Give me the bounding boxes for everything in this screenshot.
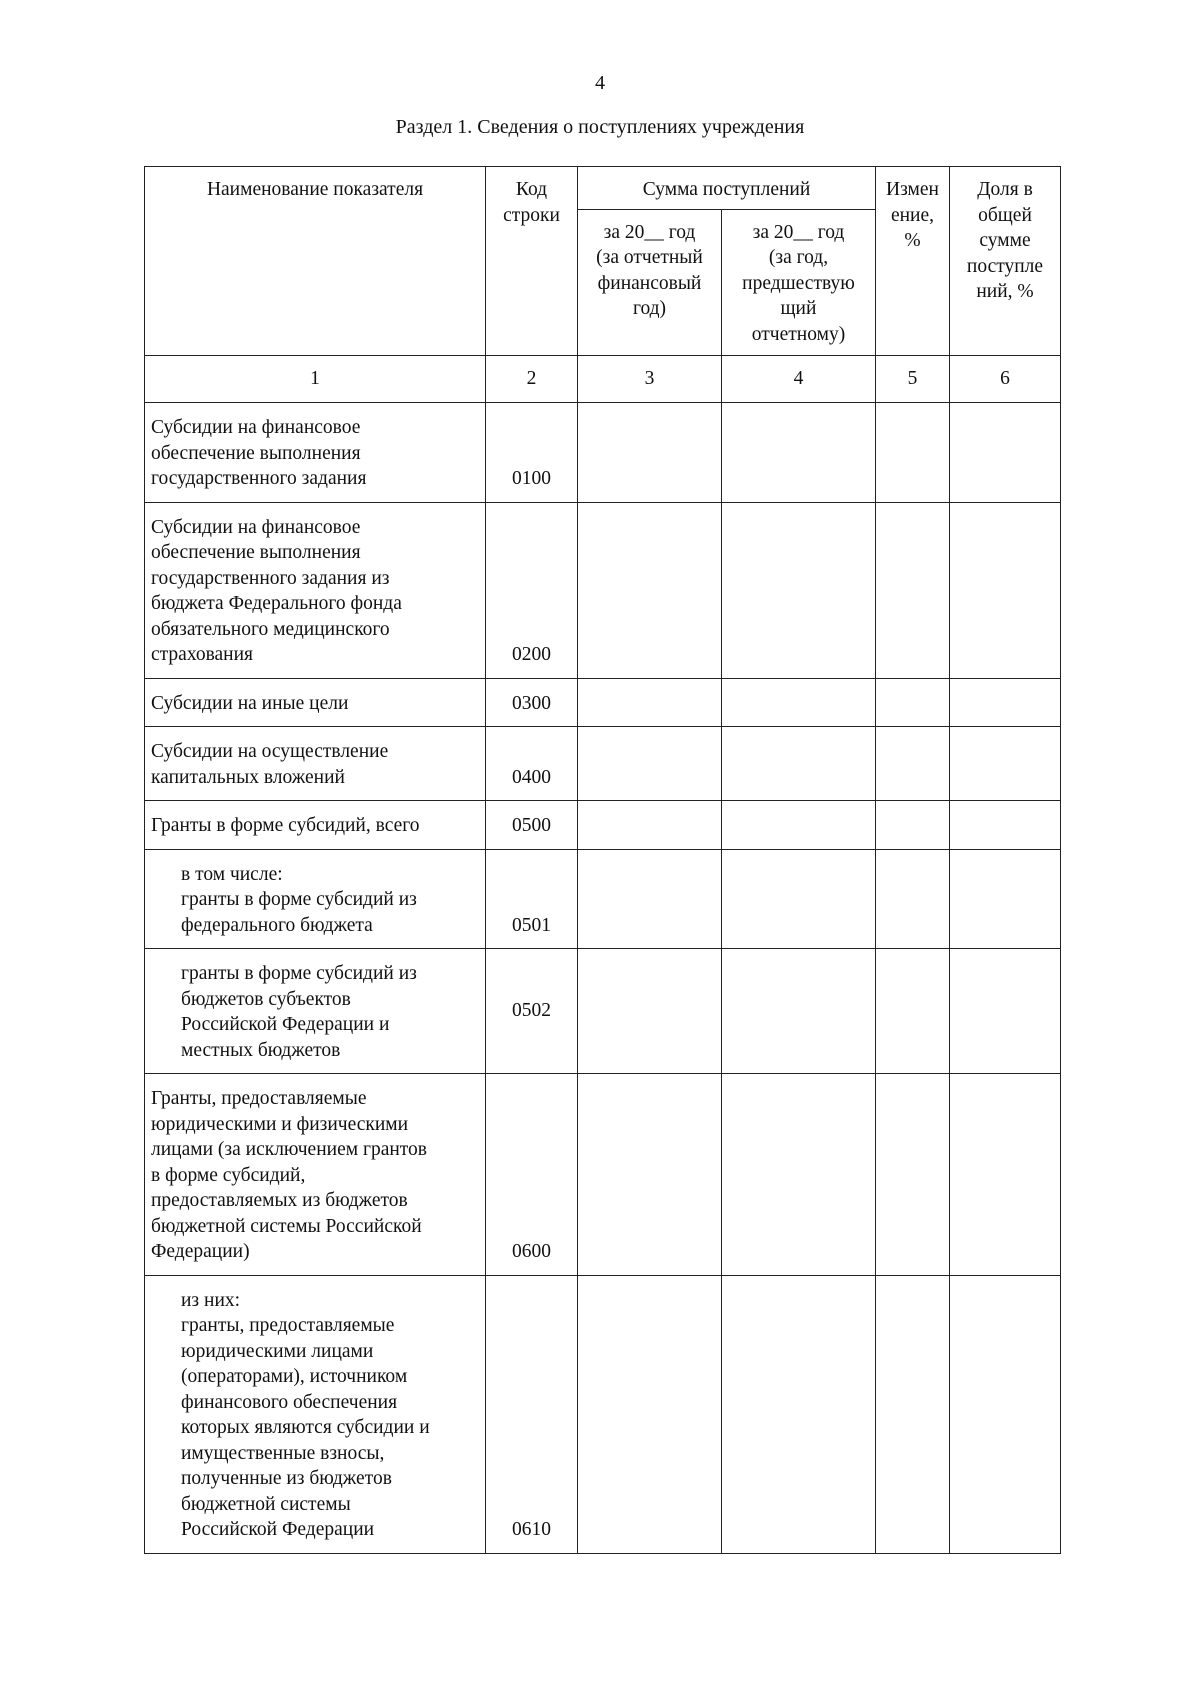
indicator-name: [145, 1074, 486, 1276]
indicator-name: [145, 502, 486, 678]
indicator-name: [145, 801, 486, 850]
share-cell[interactable]: [950, 1275, 1061, 1553]
indicator-name-line: Гранты, предоставляемые: [151, 1088, 367, 1109]
indicator-name-line: государственного задания из: [151, 567, 390, 589]
header-sum-current-line: (за отчетный: [596, 247, 703, 268]
sum-previous-cell[interactable]: [722, 502, 876, 678]
indicator-name-line: Гранты в форме субсидий, всего: [151, 815, 420, 836]
indicator-name-line: местных бюджетов: [181, 1039, 341, 1061]
sum-current-cell[interactable]: [578, 1074, 722, 1276]
indicator-name: [145, 727, 486, 801]
share-cell[interactable]: [950, 727, 1061, 801]
change-cell[interactable]: [876, 403, 950, 503]
sum-current-cell[interactable]: [578, 403, 722, 503]
change-cell[interactable]: [876, 949, 950, 1074]
header-sum-previous-line: за 20__ год: [752, 221, 845, 243]
header-row-code-line: Код: [515, 179, 548, 200]
row-code: 0300: [486, 678, 578, 727]
header-income-sum-label: Сумма поступлений: [642, 179, 811, 200]
header-change-line: Измен: [886, 179, 939, 200]
indicator-name-line: обязательного медицинского: [151, 618, 390, 640]
indicator-name-line: Федерации): [151, 1241, 250, 1262]
row-code: 0501: [486, 849, 578, 949]
row-code: 0600: [486, 1074, 578, 1276]
indicator-name-line: бюджетов субъектов: [181, 988, 351, 1010]
indicator-name-line: бюджетной системы: [181, 1493, 351, 1515]
indicator-name: [145, 678, 486, 727]
header-indicator-name: [145, 167, 486, 356]
header-share-line: поступле: [966, 255, 1044, 277]
share-cell[interactable]: [950, 403, 1061, 503]
page-number: 4: [595, 72, 605, 94]
indicator-name-line: федерального бюджета: [181, 914, 373, 936]
table-row: [145, 949, 1061, 1074]
table-row: [145, 502, 1061, 678]
row-code: 0610: [486, 1275, 578, 1553]
header-share: [950, 167, 1061, 356]
column-number: 3: [578, 356, 722, 403]
indicator-name-line: гранты в форме субсидий из: [181, 963, 417, 984]
header-sum-previous-line: отчетному): [751, 323, 846, 345]
indicator-name: [145, 949, 486, 1074]
section-title: Раздел 1. Сведения о поступлениях учреждения: [395, 116, 805, 138]
row-code: 0500: [486, 801, 578, 850]
change-cell[interactable]: [876, 1074, 950, 1276]
header-row-code-line: строки: [503, 204, 560, 226]
sum-previous-cell[interactable]: [722, 678, 876, 727]
share-cell[interactable]: [950, 1074, 1061, 1276]
header-change-line: ение,: [890, 204, 935, 226]
indicator-name-line: имущественные взносы,: [181, 1442, 385, 1464]
indicator-name-line: государственного задания: [151, 468, 367, 489]
header-change: [876, 167, 950, 356]
indicator-name-line: бюджетной системы Российской: [151, 1215, 422, 1237]
sum-current-cell[interactable]: [578, 849, 722, 949]
indicator-name-line: (операторами), источником: [181, 1366, 408, 1387]
row-code: 0100: [486, 403, 578, 503]
share-cell[interactable]: [950, 849, 1061, 949]
sum-previous-cell[interactable]: [722, 949, 876, 1074]
indicator-name-line: бюджета Федерального фонда: [151, 593, 402, 614]
header-sum-current-line: финансовый: [597, 272, 702, 294]
indicator-name-line: в том числе:: [181, 863, 283, 885]
header-indicator-name-label: Наименование показателя: [206, 179, 424, 200]
sum-current-cell[interactable]: [578, 1275, 722, 1553]
change-cell[interactable]: [876, 801, 950, 850]
row-code: 0502: [486, 949, 578, 1074]
header-share-line: общей: [978, 204, 1032, 226]
share-cell[interactable]: [950, 801, 1061, 850]
indicator-name-line: Субсидии на иные цели: [151, 692, 349, 714]
table-row: [145, 678, 1061, 727]
header-sum-previous-year: [722, 209, 876, 356]
row-code: 0400: [486, 727, 578, 801]
share-cell[interactable]: [950, 502, 1061, 678]
column-number: 2: [486, 356, 578, 403]
column-number: 5: [876, 356, 950, 403]
indicator-name-line: страхования: [151, 644, 254, 665]
income-table: [144, 166, 1061, 1554]
sum-previous-cell[interactable]: [722, 1074, 876, 1276]
indicator-name-line: юридическими лицами: [181, 1340, 374, 1362]
header-sum-current-year: [578, 209, 722, 356]
table-row: [145, 801, 1061, 850]
header-share-line: Доля в: [977, 179, 1033, 200]
table-row: [145, 1275, 1061, 1553]
change-cell[interactable]: [876, 1275, 950, 1553]
header-share-line: ний, %: [976, 281, 1034, 302]
share-cell[interactable]: [950, 949, 1061, 1074]
header-change-line: %: [904, 230, 921, 251]
indicator-name-line: которых являются субсидии и: [181, 1417, 430, 1438]
header-sum-previous-line: предшествую: [742, 272, 855, 294]
table-row: [145, 849, 1061, 949]
indicator-name-line: лицами (за исключением грантов: [151, 1139, 428, 1160]
indicator-name-line: в форме субсидий,: [151, 1164, 306, 1186]
indicator-name-line: предоставляемых из бюджетов: [151, 1190, 408, 1211]
indicator-name-line: Субсидии на осуществление: [151, 741, 389, 762]
indicator-name: [145, 403, 486, 503]
indicator-name-line: Российской Федерации и: [181, 1014, 390, 1035]
sum-previous-cell[interactable]: [722, 727, 876, 801]
change-cell[interactable]: [876, 678, 950, 727]
header-sum-previous-line: щий: [780, 298, 817, 319]
column-number: 4: [722, 356, 876, 403]
indicator-name-line: из них:: [181, 1289, 241, 1311]
indicator-name-line: капитальных вложений: [151, 766, 345, 788]
change-cell[interactable]: [876, 849, 950, 949]
indicator-name: [145, 1275, 486, 1553]
sum-current-cell[interactable]: [578, 502, 722, 678]
header-share-line: сумме: [979, 230, 1031, 251]
indicator-name-line: гранты, предоставляемые: [181, 1315, 395, 1336]
sum-current-cell[interactable]: [578, 801, 722, 850]
indicator-name-line: юридическими и физическими: [151, 1113, 409, 1135]
header-sum-current-line: за 20__ год: [603, 221, 696, 243]
indicator-name-line: гранты в форме субсидий из: [181, 889, 417, 910]
header-income-sum: [578, 167, 876, 210]
column-number: 1: [145, 356, 486, 403]
change-cell[interactable]: [876, 727, 950, 801]
sum-previous-cell[interactable]: [722, 801, 876, 850]
table-row: [145, 1074, 1061, 1276]
header-sum-current-line: год): [632, 298, 667, 319]
indicator-name-line: финансового обеспечения: [181, 1391, 398, 1413]
indicator-name: [145, 849, 486, 949]
table-row: [145, 727, 1061, 801]
column-number-row: [145, 356, 1061, 403]
sum-current-cell[interactable]: [578, 727, 722, 801]
table-row: [145, 403, 1061, 503]
header-sum-previous-line: (за год,: [768, 247, 829, 268]
share-cell[interactable]: [950, 678, 1061, 727]
indicator-name-line: Субсидии на финансовое: [151, 516, 361, 538]
indicator-name-line: полученные из бюджетов: [181, 1468, 392, 1489]
sum-current-cell[interactable]: [578, 949, 722, 1074]
indicator-name-line: Российской Федерации: [181, 1519, 375, 1540]
column-number: 6: [950, 356, 1061, 403]
sum-previous-cell[interactable]: [722, 849, 876, 949]
sum-current-cell[interactable]: [578, 678, 722, 727]
sum-previous-cell[interactable]: [722, 1275, 876, 1553]
indicator-name-line: обеспечение выполнения: [151, 442, 361, 464]
change-cell[interactable]: [876, 502, 950, 678]
sum-previous-cell[interactable]: [722, 403, 876, 503]
indicator-name-line: Субсидии на финансовое: [151, 417, 361, 438]
indicator-name-line: обеспечение выполнения: [151, 542, 361, 563]
row-code: 0200: [486, 502, 578, 678]
header-row-code: [486, 167, 578, 356]
